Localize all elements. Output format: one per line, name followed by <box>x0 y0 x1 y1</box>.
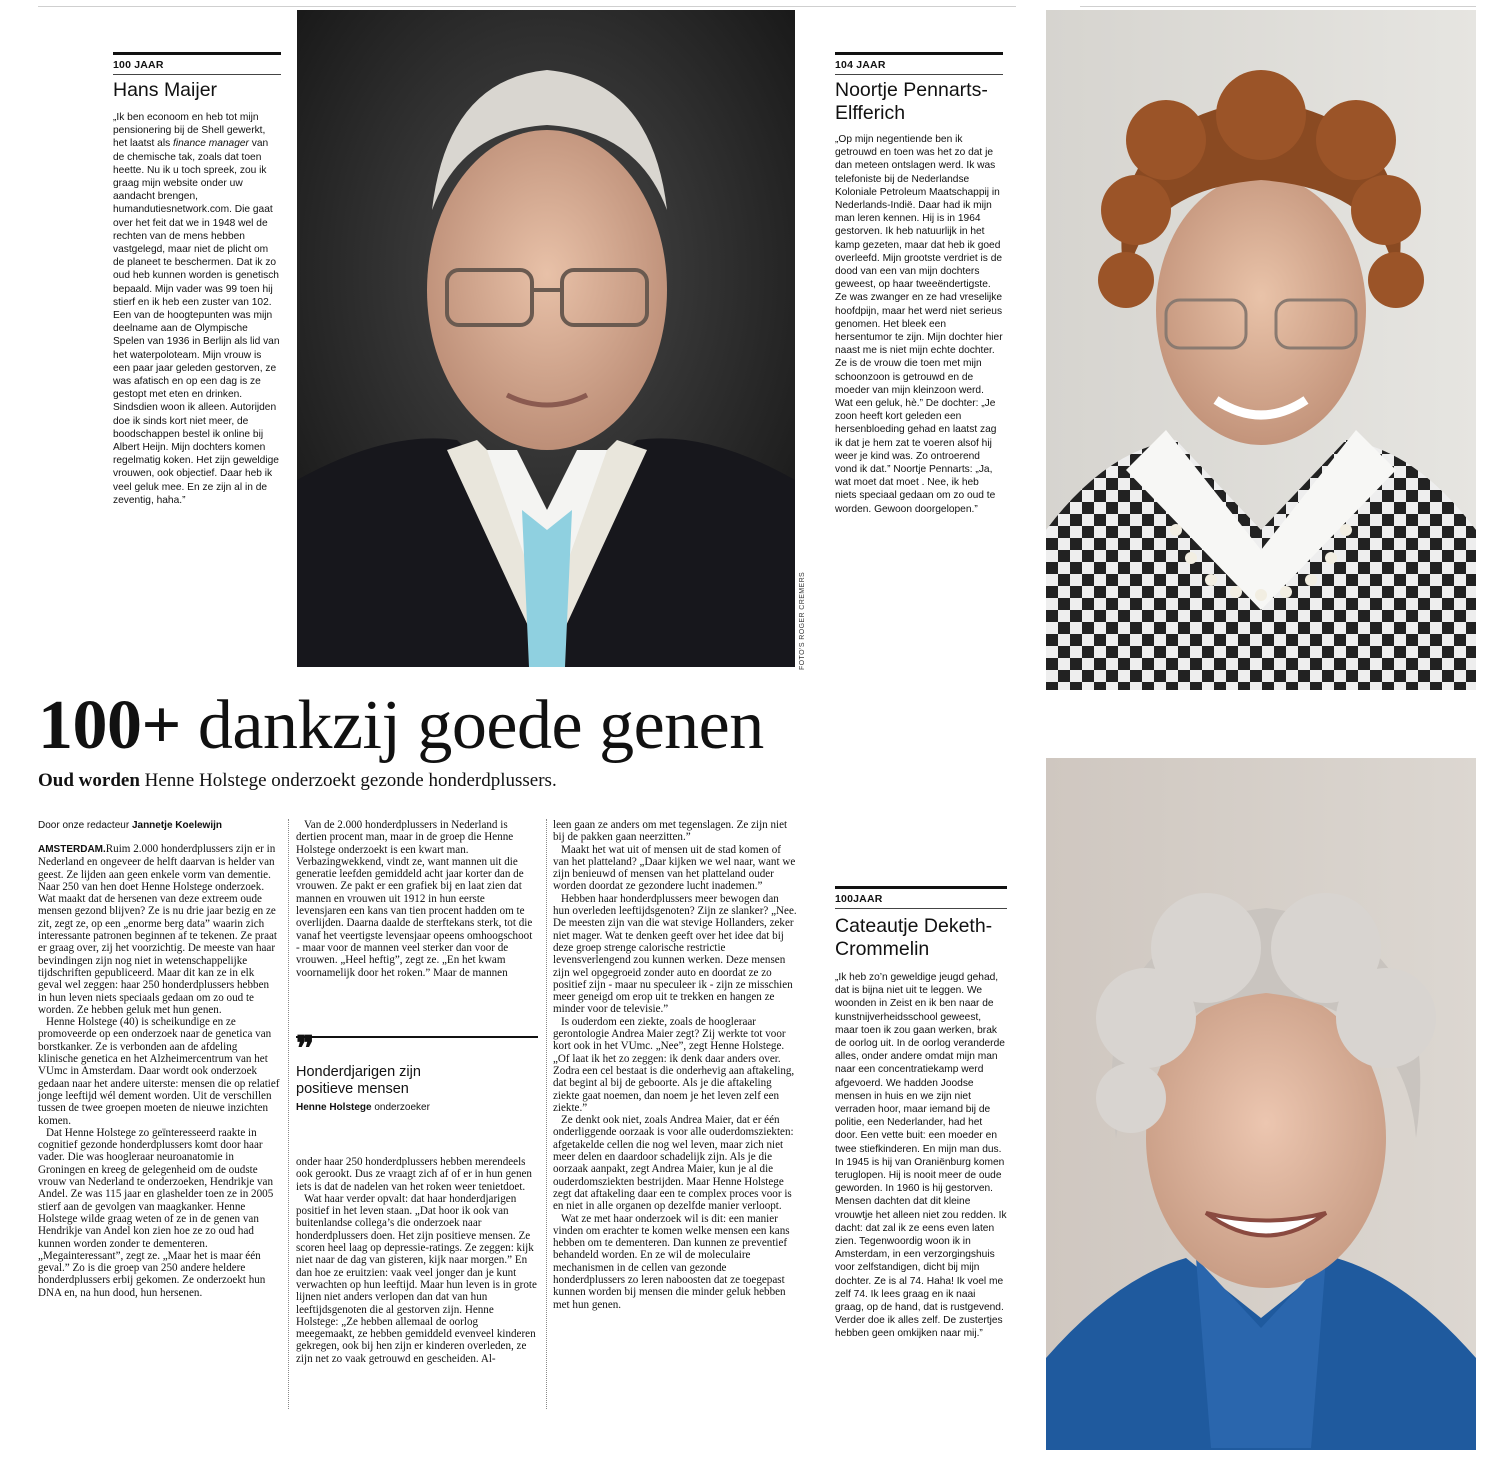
article-column-2-bottom <box>296 1156 538 1365</box>
article-paragraph: AMSTERDAM.Ruim 2.000 honderdplussers zijn er in Nederland en ongeveer de helft daarvan is helder van geest. Ze lijden aan geen enkele vorm van dementie. Naar 250 van hen doet Henne Holstege onderzoek. Wat maakt dat de hersenen van deze extreem oude mensen gezond blijven? Ze is nu drie jaar bezig en ze zit, zegt ze, op een „enorme berg data” waarin zich interessante patronen beginnen af te tekenen. Ze praat er graag over, zij het voorzichtig. De meeste van haar bevindingen zijn nog niet in wetenschappelijke tijdschriften gepubliceerd. Maar dit kan ze in elk geval wel zeggen: haar 250 honderdplussers hebben in hun leven niets speciaals gedaan om zo oud te worden. Ze hebben geluk met hun genen. <box>38 843 278 1016</box>
profile-name: Cateautje Deketh- Crommelin <box>835 915 993 960</box>
profile-age-label: 100 JAAR <box>113 52 281 75</box>
profile-name: Hans Maijer <box>113 79 218 101</box>
article-column-2-top <box>296 819 538 979</box>
article-paragraph: Hebben haar honderdplussers meer bewogen dan hun overleden leeftijdsgenoten? Zijn ze slanker? „Nee. De meesten zijn van die wat stevige Hollanders, zeker niet mager. Wat te denken geeft over het idee dat bij deze groep strenge calorische restrictie levensverlengend zou kunnen werken. Deze mensen zijn wel opgegroeid zonder auto en doordat ze zo positief zijn - maar nu speculeer ik - zijn ze misschien meer geneigd om erop uit te trekken en hangen ze minder voor de televisie.” <box>553 892 797 1016</box>
article-paragraph: Van de 2.000 honderdplussers in Nederland is dertien procent man, maar in de groep die Henne Holstege onderzoekt is een kwart man. Verbazingwekkend, vindt ze, want mannen uit die generatie leefden gemiddeld acht jaar korter dan de vrouwen. Ze pakt er een grafiek bij en laat zien dat mannen en vrouwen uit 1912 in hun eerste levensjaren een kans van tien procent hadden om te overlijden. Daarna daalde de sterftekans sterk, tot die vanaf het veertigste levensjaar opeens omhoogschoot - maar voor de mannen veel sterker dan voor de vrouwen. „Heel heftig”, zegt ze. „En het kwam voornamelijk door het roken.” Maar de mannen <box>296 819 533 979</box>
profile-cateautje-deketh <box>835 886 1007 1341</box>
pull-quote-text: Honderdjarigen zijn positieve mensen <box>296 1064 421 1097</box>
byline: Door onze redacteur Jannetje Koelewijn <box>38 820 222 831</box>
portrait-photo-noortje-pennarts <box>1046 10 1476 690</box>
pull-quote-attribution: Henne Holstege onderzoeker <box>296 1102 430 1113</box>
portrait-photo-cateautje-deketh <box>1046 758 1476 1450</box>
article-paragraph: Dat Henne Holstege zo geïnteresseerd raakte in cognitief gezonde honderdplussers komt door haar vader. Die was hoogleraar neuroanatomie in Groningen en kreeg de gelegenheid om de oudste vrouw van Nederland te onderzoeken, Hendrikje van Andel. Ze was 115 jaar en glashelder toen ze in 2005 stierf aan de gevolgen van maagkanker. Henne Holstege wilde graag weten of ze in de genen van Hendrikje van Andel kon zien hoe ze zo oud had kunnen worden zonder te dementeren. „Megainteressant”, zegt ze. „Maar het is maar één geval.” Zo is die groep van 250 andere heldere honderdplussers erbij gekomen. Ze onderzoekt hun DNA en, na hun dood, hun hersenen. <box>38 1126 274 1299</box>
profile-hans-maijer <box>113 52 281 507</box>
profile-name: Noortje Pennarts- Elfferich <box>835 79 988 124</box>
article-paragraph: Wat ze met haar onderzoek wil is dit: een manier vinden om erachter te komen welke mensen een kans hebben om te dementeren. Dan kunnen ze preventief behandeld worden. En ze wil de moleculaire mechanismen in de cellen van gezonde honderdplussers zo leren naboosten dat ze toegepast kunnen worden bij mensen die minder geluk hebben met hun genen. <box>553 1212 790 1311</box>
profile-age-label: 100JAAR <box>835 886 1007 909</box>
profile-quote: „Ik heb zo’n geweldige jeugd gehad, dat is bijna niet uit te leggen. We woonden in Zeist en ik ben naar de kunstnijverheidsschool geweest, maar toen ik zou gaan werken, brak de oorlog uit. In de oorlog veranderde alles, onder andere omdat mijn man naar een concentratiekamp werd afgevoerd. We hadden Joodse mensen in huis en we zijn niet verraden hoor, maar iemand bij de politie, een Nederlander, had het door. Een vette buit: een moeder en twee stiefkinderen. En mijn man dus. In 1945 is hij van Oraniënburg komen teruglopen. Hij is nooit meer de oude geworden. In 1960 is hij gestorven. Mensen dachten dat dit kleine vrouwtje het alleen niet zou redden. Ik dacht: dat zal ik ze eens even laten zien. Tegenwoordig woon ik in Amsterdam, in een verzorgingshuis voor zelfstandigen, dicht bij mijn dochter. Ze is al 74. Haha! Ik voel me zelf 74. Ik lees graag en ik naai graag, op de hand, dat is rustgevend. Verder doe ik alles zelf. De zustertjes hebben geen omkijken naar mij.” <box>835 972 1007 1340</box>
column-divider <box>546 819 547 1409</box>
article-paragraph: Is ouderdom een ziekte, zoals de hoogleraar gerontologie Andrea Maier zegt? Zij werkte tot voor kort ook in het VUmc. „Nee”, zegt Henne Holstege. „Of laat ik het zo zeggen: ik denk daar anders over. Zodra een cel bestaat is die onderhevig aan aftakeling, dat begint al bij de geboorte. Als je die aftakeling ziekte gaat noemen, dan noem je het leven zelf een ziekte.” <box>553 1015 795 1114</box>
pull-quote <box>296 1031 538 1113</box>
profile-quote: „Op mijn negentiende ben ik getrouwd en toen was het zo dat je dan meteen ontslagen werd. Ik was telefoniste bij de Nederlandse Koloniale Petroleum Maatschappij in Nederlands-Indië. Daar had ik mijn man leren kennen. Hij is in 1964 gestorven. Ik heb natuurlijk in het kamp gezeten, maar dat heb ik goed overleefd. Mijn grootste verdriet is de dood van een van mijn dochters geweest, op haar tweeëndertigste. Ze was zwanger en ze had vreselijke hoofdpijn, maar het werd niet serieus genomen. Het bleek een hersentumor te zijn. Mijn dochter hier naast me is niet mijn echte dochter. Ze is de vrouw die toen met mijn schoonzoon is getrouwd en de moeder van mijn kleinzoon werd. Wat een geluk, hè.” De dochter: „Je zoon heeft kort geleden een hersenbloeding gehad en laatst zag ik dat je hem zat te voeren alsof hij weer je kind was. Zo ontroerend vond ik dat.” Noortje Pennarts: „Ja, wat moet dat moet . Nee, ik heb niets speciaal gedaan om zo oud te worden. Gewoon doorgelopen.” <box>835 134 1003 515</box>
article-paragraph: Ze denkt ook niet, zoals Andrea Maier, dat er één onderliggende oorzaak is voor alle ouderdomsziekten: afgetakelde cellen die nog wel leven, maar zich niet meer delen en daardoor schadelijk zijn. Als je die oorzaak aanpakt, zegt Andrea Maier, kun je al die ouderdomsziekten bestrijden. Maar Henne Holstege zegt dat aftakeling daar een te complex proces voor is en niet in alle organen op dezelfde manier verloopt. <box>553 1114 794 1213</box>
article-paragraph: Wat haar verder opvalt: dat haar honderdjarigen positief in het leven staan. „Dat hoor ik ook van buitenlandse collega’s die onderzoek naar honderdplussers doen. Het zijn positieve mensen. Ze scoren heel laag op depressie-ratings. Ze zeggen: kijk niet naar de dag van gisteren, kijk naar morgen.” En dan hoe ze eruitzien: vaak veel jonger dan je kunt verwachten op hun leeftijd. Maar hun leven is in grote lijnen niet anders verlopen dan dat van hun leeftijdsgenoten die al gestorven zijn. Henne Holstege: „Ze hebben allemaal de oorlog meegemaakt, ze hebben gemiddeld evenveel kinderen gekregen, ook bij hen zijn er kinderen overleden, ze zijn net zo vaak getrouwd en gescheiden. Al- <box>296 1192 537 1365</box>
quote-mark-icon: ❞ <box>296 1031 315 1068</box>
subheadline: Oud worden Henne Holstege onderzoekt gezonde honderdplussers. <box>38 770 557 791</box>
article-paragraph: onder haar 250 honderdplussers hebben merendeels ook gerookt. Dus ze vraagt zich af of er in hun genen iets is dat de nadelen van het roken weer tenietdoet. <box>296 1156 532 1193</box>
column-divider <box>288 819 289 1409</box>
top-rule <box>38 6 1016 7</box>
article-paragraph: Maakt het wat uit of mensen uit de stad komen of van het platteland? „Daar kijken we wel naar, want we zijn benieuwd of mensen van het platteland ouder worden doordat ze gezondere lucht inademen.” <box>553 843 796 893</box>
article-column-1 <box>38 843 280 1299</box>
photo-credit: FOTO’S ROGER CREMERS <box>799 571 806 670</box>
headline: 100+ dankzij goede genen <box>38 687 764 764</box>
article-paragraph: Henne Holstege (40) is scheikundige en ze promoveerde op een onderzoek naar de genetica van borstkanker. Ze is verbonden aan de afdeling klinische genetica en het Alzheimercentrum van het VUmc in Amsterdam. Daar wordt ook onderzoek gedaan naar het andere uiterste: mensen die op relatief jonge leeftijd wél dement worden. Uit de verschillen tussen de twee groepen moeten de nieuwe inzichten komen. <box>38 1016 280 1127</box>
profile-age-label: 104 JAAR <box>835 52 1003 75</box>
profile-noortje-pennarts <box>835 52 1003 516</box>
top-rule-right <box>1080 6 1476 7</box>
portrait-photo-hans-maijer <box>297 10 795 667</box>
profile-quote: „Ik ben econoom en heb tot mijn pensionering bij de Shell gewerkt, het laatst als finance manager van de chemische tak, zoals dat toen heette. Nu ik u toch spreek, zou ik graag mijn website onder uw aandacht brengen, humandutiesnetwork.com. Die gaat over het feit dat we in 1948 wel de rechten van de mens hebben vastgelegd, maar niet de plicht om de planeet te beschermen. Dat ik zo oud heb kunnen worden is genetisch bepaald. Mijn vader was 99 toen hij stierf en ik heb een zuster van 102. Een van de hoogtepunten was mijn deelname aan de Olympische Spelen van 1936 in Berlijn als lid van het waterpoloteam. Mijn vrouw is een paar jaar geleden gestorven, ze was afatisch en op een dag is ze gestopt met eten en drinken. Sindsdien woon ik alleen. Autorijden doe ik sinds kort niet meer, de boodschappen bestel ik online bij Albert Heijn. Mijn dochters komen regelmatig koken. Het zijn geweldige vrouwen, ook objectief. Daar heb ik veel geluk mee. En ze zijn al in de zeventig, haha.” <box>113 112 280 506</box>
article-column-3 <box>553 819 797 1311</box>
article-paragraph: leen gaan ze anders om met tegenslagen. Ze zijn niet bij de pakken gaan neerzitten.” <box>553 819 788 844</box>
